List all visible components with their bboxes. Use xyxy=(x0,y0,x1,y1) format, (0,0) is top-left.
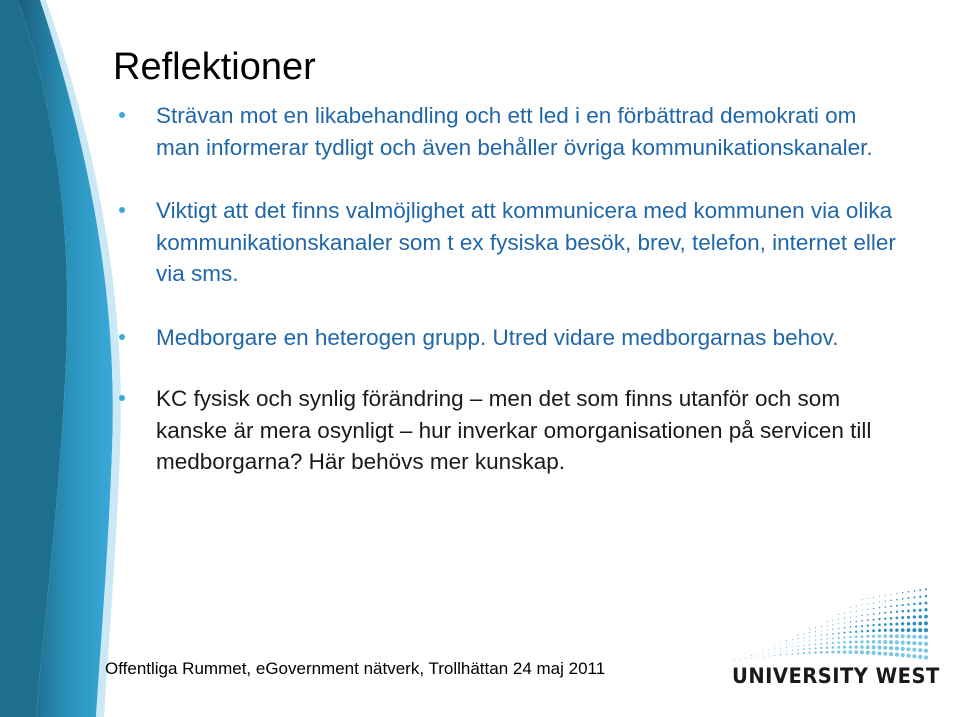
logo-dot xyxy=(924,635,928,639)
logo-dot xyxy=(791,650,792,651)
logo-dot xyxy=(878,624,881,627)
logo-dot xyxy=(774,646,775,647)
logo-dot xyxy=(885,601,886,602)
logo-dot xyxy=(901,610,904,613)
logo-dot xyxy=(889,646,893,650)
logo-dot xyxy=(786,650,787,651)
logo-dot xyxy=(873,608,874,609)
logo-dot xyxy=(780,651,781,652)
logo-dot xyxy=(843,636,845,638)
logo-dot xyxy=(885,606,887,608)
logo-dot xyxy=(895,646,899,650)
logo-dot xyxy=(895,634,899,638)
logo-dot xyxy=(844,627,846,629)
logo-dot xyxy=(860,645,864,649)
logo-dot xyxy=(883,652,887,656)
bullet-item-3 xyxy=(156,322,896,354)
logo-dot xyxy=(838,623,839,624)
logo-dot xyxy=(918,628,922,632)
logo-dot xyxy=(832,633,834,635)
bullet-list xyxy=(156,100,896,510)
logo-dot xyxy=(757,654,758,655)
logo-dot xyxy=(918,655,922,659)
logo-dot xyxy=(844,613,845,614)
logo-dot xyxy=(867,598,868,599)
logo-dot xyxy=(908,597,910,599)
logo-dot xyxy=(837,641,839,643)
logo-dot xyxy=(832,646,835,649)
logo-dot xyxy=(855,631,857,633)
logo-dot xyxy=(895,628,899,632)
logo-dot xyxy=(895,653,899,657)
logo-dot xyxy=(889,640,893,644)
logo-dot xyxy=(907,603,909,605)
logo-dot xyxy=(884,623,887,626)
logo-dot xyxy=(919,596,921,598)
logo-dot xyxy=(906,634,910,638)
logo-dot xyxy=(901,622,904,625)
logo-dot xyxy=(902,604,904,606)
logo-dot xyxy=(878,640,882,644)
logo-dot xyxy=(815,643,817,645)
logo-dot xyxy=(867,624,869,626)
logo-dot xyxy=(786,654,788,656)
logo-dot xyxy=(838,632,840,634)
logo-dot xyxy=(866,651,870,655)
logo-dot xyxy=(891,594,892,595)
bullet-text: Medborgare en heterogen grupp. Utred vidare medborgarnas behov. xyxy=(156,324,839,350)
logo-dot xyxy=(879,596,880,597)
bullet-text: Strävan mot en likabehandling och ett led i en förbättrad demokrati om man informerar tydligt och även behåller övriga kommunikationskanaler. xyxy=(156,103,873,160)
logo-dot xyxy=(867,614,868,615)
logo-dot xyxy=(912,635,916,639)
logo-dot xyxy=(820,643,822,645)
logo-dot xyxy=(792,646,793,647)
logo-dot xyxy=(821,626,822,627)
logo-dot xyxy=(902,598,904,600)
logo-dot xyxy=(924,628,928,632)
logo-dot xyxy=(884,629,887,632)
logo-dot xyxy=(850,607,851,608)
logo-dot xyxy=(890,623,893,626)
logo-dot xyxy=(914,590,916,592)
logo-dot xyxy=(792,639,793,640)
logo-dot xyxy=(890,617,893,620)
logo-dot xyxy=(896,599,898,601)
bullet-dot-icon xyxy=(119,334,125,340)
logo-dot xyxy=(832,620,833,621)
logo-dot xyxy=(885,595,886,596)
logo-dot xyxy=(878,618,880,620)
logo-dot xyxy=(809,648,811,650)
logo-dot xyxy=(826,646,829,649)
logo-dot xyxy=(768,656,769,657)
logo-dot xyxy=(850,626,852,628)
logo-dot xyxy=(895,640,899,644)
logo-dot xyxy=(751,658,752,659)
logo-dot xyxy=(849,631,851,633)
logo-dot xyxy=(854,645,857,648)
logo-dot xyxy=(849,650,853,654)
logo-dot xyxy=(902,592,903,593)
logo-dot xyxy=(866,640,869,643)
logo-dot xyxy=(797,653,799,655)
logo-dot xyxy=(803,637,804,638)
logo-dot xyxy=(860,640,863,643)
logo-dot xyxy=(896,593,897,594)
logo-dot xyxy=(879,601,880,602)
logo-dot xyxy=(850,617,851,618)
logo-dot xyxy=(924,621,928,625)
logo-dot xyxy=(895,622,898,625)
logo-dot xyxy=(860,650,864,654)
logo-dot xyxy=(780,648,781,649)
logo-dot xyxy=(866,630,869,633)
logo-dot xyxy=(861,615,862,616)
logo-dot xyxy=(924,608,927,611)
logo-dot xyxy=(843,641,846,644)
logo-dot xyxy=(872,640,876,644)
logo-dot xyxy=(850,612,851,613)
logo-dot xyxy=(872,629,875,632)
logo-dot xyxy=(889,652,893,656)
logo-dot xyxy=(872,635,875,638)
logo-dot xyxy=(862,610,863,611)
logo-dot xyxy=(855,621,856,622)
logo-dot xyxy=(919,602,922,605)
logo-dot xyxy=(763,656,764,657)
logo-dot xyxy=(797,645,798,646)
logo-dot xyxy=(798,634,799,635)
logo-dot xyxy=(879,613,881,615)
logo-dot xyxy=(826,651,829,654)
logo-dot xyxy=(838,619,839,620)
logo-dot xyxy=(901,616,904,619)
logo-dot xyxy=(837,646,840,649)
logo-dot xyxy=(884,634,888,638)
logo-dot xyxy=(844,618,845,619)
logo-dot xyxy=(866,645,870,649)
logo-wordmark: UNIVERSITY WEST xyxy=(732,664,940,688)
logo-dot xyxy=(873,613,875,615)
wave-dots-logo-icon xyxy=(730,586,930,664)
logo-dot xyxy=(890,600,891,601)
logo-dot xyxy=(907,628,911,632)
logo-dot xyxy=(821,635,822,636)
logo-dot xyxy=(908,591,910,593)
logo-dot xyxy=(827,630,828,631)
logo-dot xyxy=(919,589,921,591)
logo-dot xyxy=(832,642,834,644)
logo-dot xyxy=(774,652,775,653)
logo-dot xyxy=(786,640,787,641)
logo-dot xyxy=(901,634,905,638)
logo-dot xyxy=(907,622,911,626)
logo-dot xyxy=(803,633,804,634)
logo-dot xyxy=(896,611,898,613)
bullet-text: Viktigt att det finns valmöjlighet att kommunicera med kommunen via olika kommunikationskanaler som t ex fysiska besök, brev, telefon, internet eller via sms. xyxy=(156,198,896,286)
logo-dot xyxy=(912,648,916,652)
logo-dot xyxy=(844,632,846,634)
logo-dot xyxy=(814,647,816,649)
bullet-dot-icon xyxy=(119,207,125,213)
logo-dot xyxy=(826,642,828,644)
logo-dot xyxy=(854,650,858,654)
logo-dot xyxy=(896,605,898,607)
logo-dot xyxy=(924,642,928,646)
logo-dot xyxy=(856,611,857,612)
bullet-dot-icon xyxy=(119,112,125,118)
logo-dot xyxy=(786,647,787,648)
logo-dot xyxy=(821,630,822,631)
logo-dot xyxy=(913,596,915,598)
logo-dot xyxy=(809,632,810,633)
logo-dot xyxy=(918,615,921,618)
logo-dot xyxy=(867,609,868,610)
logo-dot xyxy=(803,648,805,650)
logo-dot xyxy=(803,641,804,642)
bullet-dot-icon xyxy=(119,395,125,401)
logo-dot xyxy=(826,634,827,635)
logo-dot xyxy=(815,627,816,628)
logo-dot xyxy=(809,640,810,641)
logo-dot xyxy=(745,658,746,659)
logo-dot xyxy=(850,622,851,623)
logo-dot xyxy=(763,650,764,651)
logo-dot xyxy=(826,638,828,640)
logo-dot xyxy=(786,644,787,645)
logo-dot xyxy=(820,647,822,649)
logo-dot xyxy=(901,641,905,645)
logo-dot xyxy=(925,602,928,605)
logo-dot xyxy=(913,603,916,606)
bullet-item-2 xyxy=(156,195,896,290)
logo-dot xyxy=(872,624,874,626)
bullet-text: KC fysisk och synlig förändring – men det som finns utanför och som kanske är mera osynligt – hur inverkar omorganisationen på servicen till medborgarna? Här behövs mer kunskap. xyxy=(156,386,872,474)
logo-dot xyxy=(751,655,752,656)
logo-dot xyxy=(862,605,863,606)
logo-dot xyxy=(797,649,799,651)
logo-dot xyxy=(792,643,793,644)
logo-dot xyxy=(912,654,916,658)
logo-dot xyxy=(879,607,880,608)
logo-dot xyxy=(734,660,735,661)
logo-dot xyxy=(907,616,910,619)
logo-dot xyxy=(872,651,876,655)
logo-dot xyxy=(838,637,840,639)
logo-dot xyxy=(918,641,922,645)
logo-dot xyxy=(838,614,839,615)
logo-dot xyxy=(861,635,864,638)
logo-dot xyxy=(901,647,905,651)
logo-dot xyxy=(873,619,875,621)
logo-dot xyxy=(855,635,858,638)
logo-dot xyxy=(757,657,758,658)
logo-dot xyxy=(780,645,781,646)
logo-dot xyxy=(844,622,845,623)
logo-dot xyxy=(877,651,881,655)
slide-title: Reflektioner xyxy=(113,46,316,88)
logo-dot xyxy=(912,641,916,645)
logo-dot xyxy=(862,599,863,600)
logo-dot xyxy=(890,611,892,613)
logo-dot xyxy=(866,635,869,638)
logo-dot xyxy=(906,654,910,658)
logo-dot xyxy=(877,646,881,650)
logo-dot xyxy=(820,651,823,654)
logo-dot xyxy=(832,637,834,639)
logo-dot xyxy=(803,645,804,646)
footer-text: Offentliga Rummet, eGovernment nätverk, Trollhättan 24 maj 2011 xyxy=(105,659,606,678)
logo-dot xyxy=(901,628,905,632)
logo-dot xyxy=(798,638,799,639)
logo-dot xyxy=(901,653,905,657)
logo-dot xyxy=(913,622,917,626)
logo-dot xyxy=(855,626,857,628)
logo-dot xyxy=(867,619,869,621)
logo-dot xyxy=(815,639,816,640)
logo-dot xyxy=(883,646,887,650)
logo-dot xyxy=(925,588,927,590)
logo-dot xyxy=(815,631,816,632)
logo-dot xyxy=(896,617,899,620)
logo-dot xyxy=(878,629,881,632)
logo-dot xyxy=(878,635,881,638)
logo-dot xyxy=(774,655,775,656)
logo-dot xyxy=(856,606,857,607)
logo-dot xyxy=(815,636,816,637)
logo-dot xyxy=(884,612,886,614)
logo-dot xyxy=(873,597,874,598)
logo-dot xyxy=(913,615,916,618)
logo-dot xyxy=(889,634,893,638)
logo-dot xyxy=(872,645,876,649)
logo-dot xyxy=(780,654,781,655)
logo-dot xyxy=(856,616,857,617)
logo-dot xyxy=(919,609,922,612)
logo-dot xyxy=(849,641,852,644)
logo-dot xyxy=(883,640,887,644)
logo-dot xyxy=(849,645,852,648)
logo-dot xyxy=(809,636,810,637)
logo-dot xyxy=(906,641,910,645)
logo-dot xyxy=(924,655,928,659)
logo-dot xyxy=(918,635,922,639)
logo-dot xyxy=(768,650,769,651)
logo-dot xyxy=(861,620,863,622)
logo-dot xyxy=(809,644,811,646)
logo-dot xyxy=(774,649,775,650)
logo-dot xyxy=(912,628,916,632)
logo-dot xyxy=(873,603,874,604)
logo-dot xyxy=(739,659,740,660)
logo-dot xyxy=(821,639,823,641)
logo-dot xyxy=(808,652,810,654)
logo-dot xyxy=(924,615,928,619)
logo-dot xyxy=(843,650,846,653)
logo-dot xyxy=(849,636,851,638)
logo-dot xyxy=(837,650,840,653)
logo-dot xyxy=(827,625,828,626)
logo-dot xyxy=(827,621,828,622)
logo-dot xyxy=(855,640,858,643)
bullet-item-1 xyxy=(156,100,896,163)
logo-dot xyxy=(884,618,886,620)
logo-dot xyxy=(814,651,817,654)
logo-dot xyxy=(918,622,922,626)
logo-dot xyxy=(831,651,834,654)
logo-dot xyxy=(798,642,799,643)
logo-dot xyxy=(861,625,863,627)
logo-dot xyxy=(925,595,927,597)
logo-dot xyxy=(838,628,839,629)
logo-dot xyxy=(906,647,910,651)
logo-dot xyxy=(907,610,910,613)
logo-dot xyxy=(924,649,928,653)
logo-dot xyxy=(913,609,916,612)
logo-dot xyxy=(803,652,805,654)
logo-dot xyxy=(867,603,868,604)
logo-dot xyxy=(843,646,846,649)
logo-dot xyxy=(861,630,863,632)
logo-dot xyxy=(832,629,833,630)
logo-dot xyxy=(918,648,922,652)
logo-dot xyxy=(832,624,833,625)
logo-dot xyxy=(768,653,769,654)
logo-dot xyxy=(763,653,764,654)
logo-dot xyxy=(890,605,892,607)
bullet-item-4 xyxy=(156,383,896,478)
logo-dot xyxy=(809,628,810,629)
logo-dot xyxy=(889,629,892,632)
logo-dot xyxy=(791,653,793,655)
